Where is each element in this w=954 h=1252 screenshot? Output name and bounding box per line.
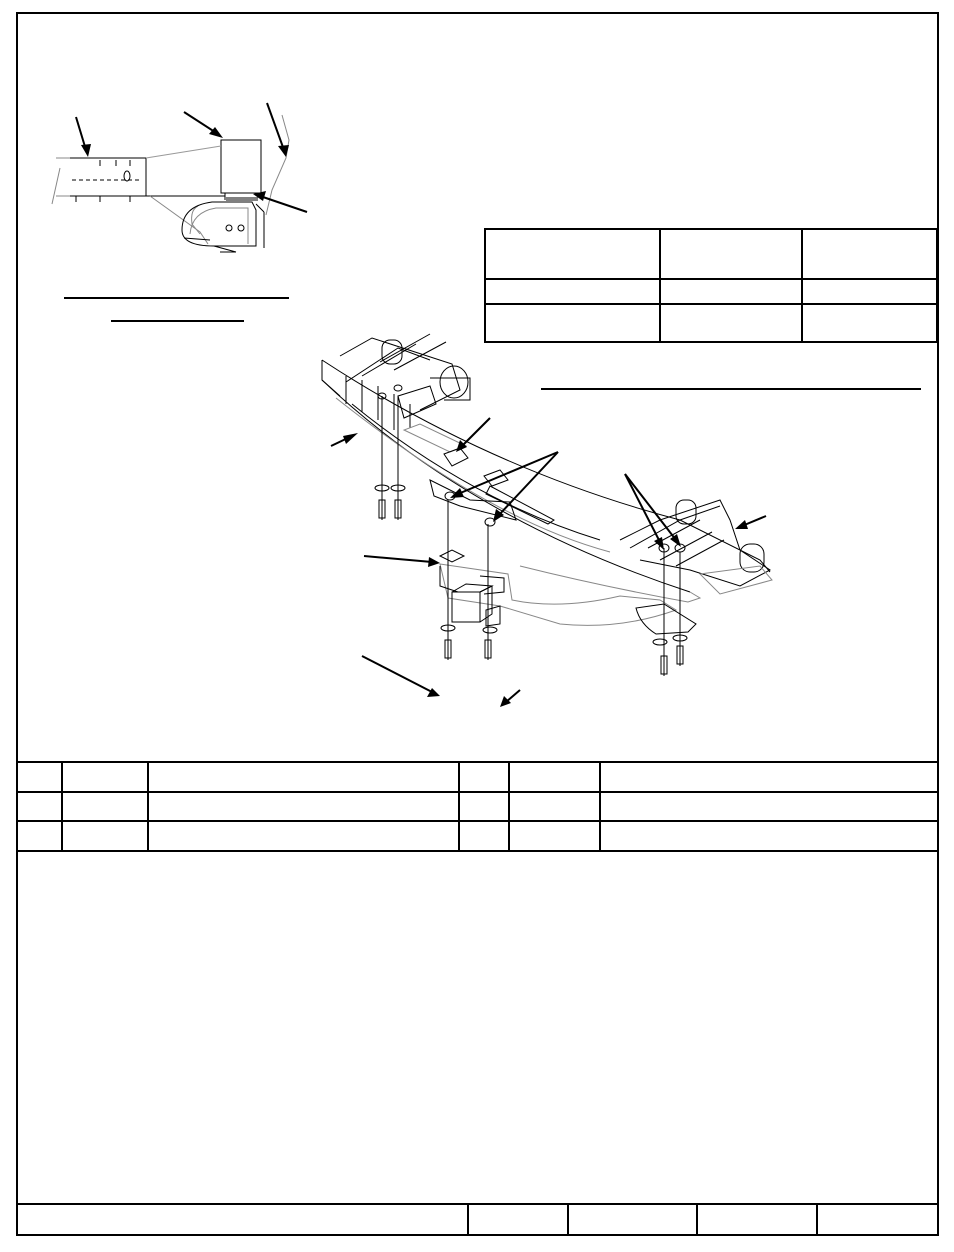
arrow-head xyxy=(500,696,511,707)
arrow-head xyxy=(735,520,748,529)
detail-hitch-tube xyxy=(150,196,208,244)
arrow-head xyxy=(450,488,464,498)
right-bracket xyxy=(620,500,770,586)
arrow-head xyxy=(81,144,91,157)
detail-bracket xyxy=(221,140,261,193)
arrow-head xyxy=(428,557,440,567)
bolt-drop-lines xyxy=(382,396,680,676)
torque-table xyxy=(485,229,937,342)
arrow-head xyxy=(278,145,289,157)
arrow-head xyxy=(343,433,358,444)
receiver-hitch xyxy=(440,564,676,625)
exploded-callout-arrows xyxy=(331,418,766,702)
detail-frame-rail xyxy=(70,158,146,196)
parts-list-table xyxy=(17,762,938,851)
title-block xyxy=(17,1204,938,1235)
detail-view-drawing xyxy=(52,103,307,252)
